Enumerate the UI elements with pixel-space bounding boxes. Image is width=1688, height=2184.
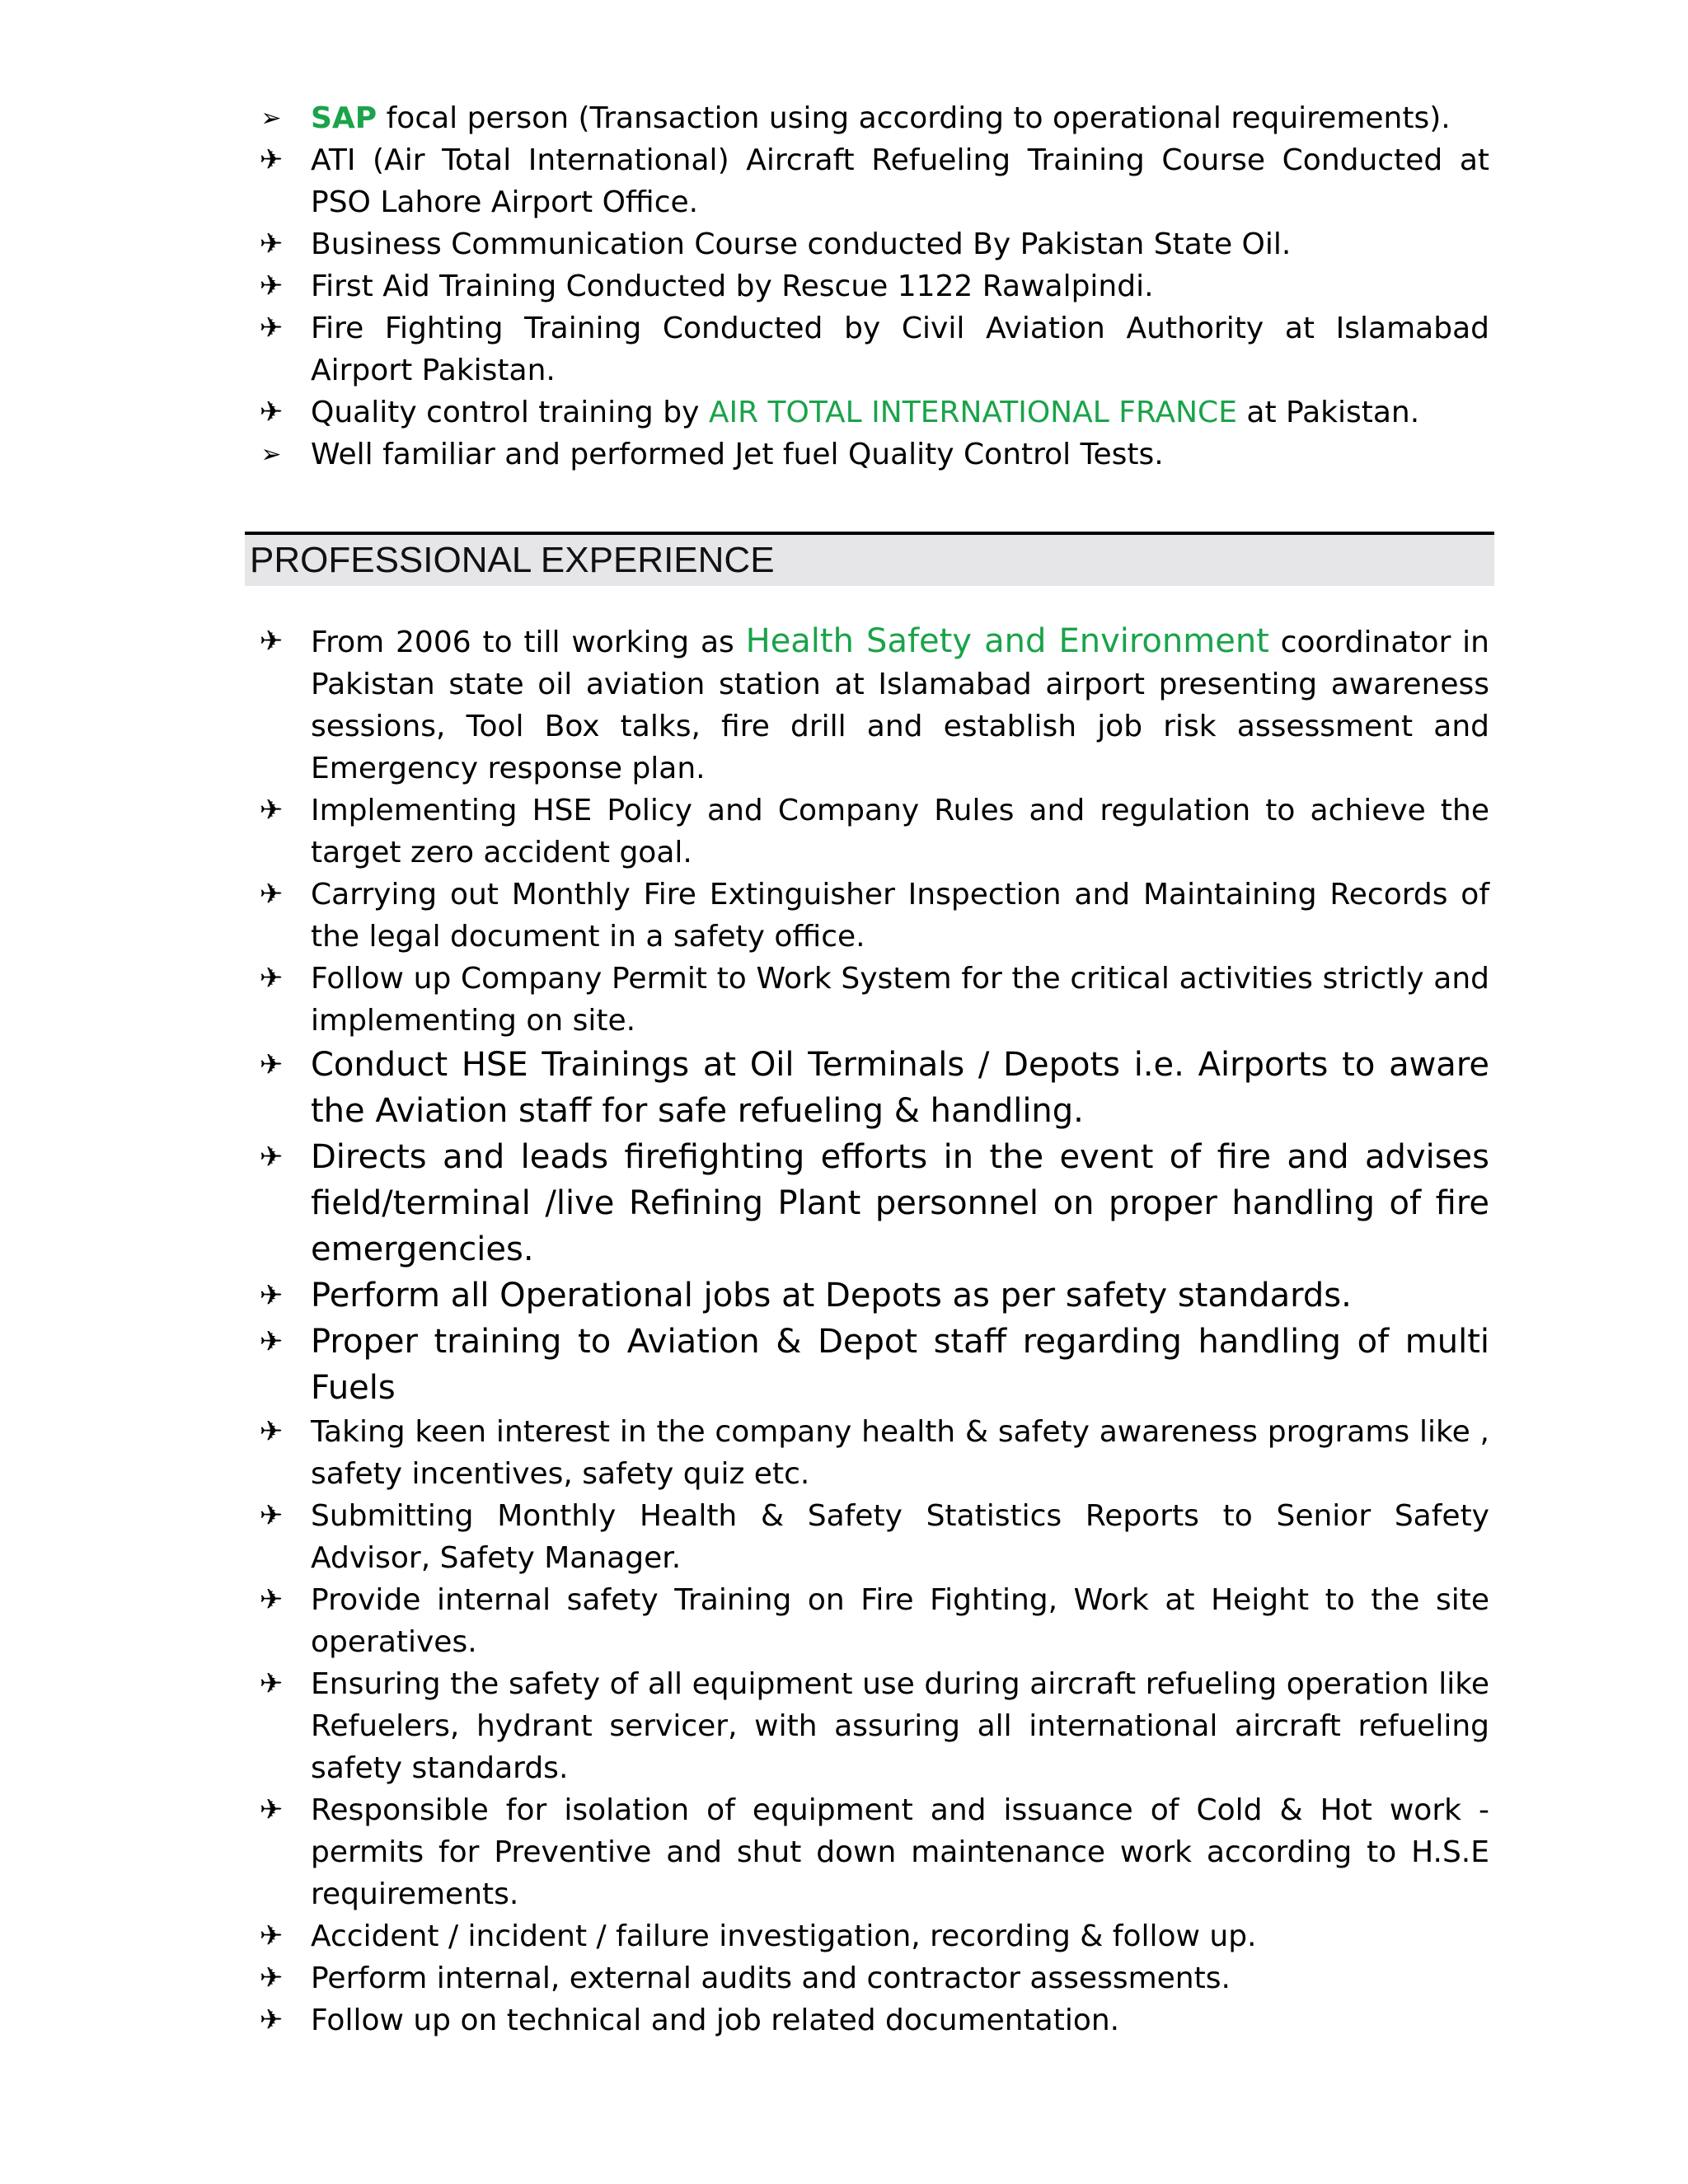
item-text: Quality control training by [311,396,709,429]
item-text: Taking keen interest in the company health & safety awareness programs like , safety incentives, safety quiz etc. [311,1415,1489,1491]
list-item [0,97,1489,139]
item-text: Follow up Company Permit to Work System for the critical activities strictly and implementing on site. [311,962,1489,1038]
airplane-bullet-icon: ✈ [259,1583,284,1616]
item-text: Ensuring the safety of all equipment use during aircraft refueling operation like Refuelers, hydrant servicer, with assuring all international aircraft refueling safety standards. [311,1667,1489,1785]
item-text: coordinator in Pakistan state oil aviation station at Islamabad airport presenting awareness sessions, Tool Box talks, fire drill and establish job risk assessment and Emergency response plan. [311,626,1490,785]
arrowhead-bullet-icon: ➢ [260,104,282,133]
list-item [0,1915,1489,1957]
list-item [0,958,1489,1042]
airplane-bullet-icon: ✈ [259,269,284,302]
list-item [0,139,1489,223]
item-text: Provide internal safety Training on Fire Fighting, Work at Height to the site operatives. [311,1583,1489,1659]
airplane-bullet-icon: ✈ [259,143,284,176]
list-item [0,1134,1489,1272]
airplane-bullet-icon: ✈ [259,625,284,658]
item-text: Responsible for isolation of equipment and issuance of Cold & Hot work - permits for Preventive and shut down maintenance work according to H.S.E requirements. [311,1793,1489,1911]
list-item [0,1411,1489,1495]
airplane-bullet-icon: ✈ [259,312,284,344]
airplane-bullet-icon: ✈ [259,1667,284,1700]
airplane-bullet-icon: ✈ [259,1919,284,1952]
airplane-bullet-icon: ✈ [259,1048,284,1081]
item-text: focal person (Transaction using according to operational requirements). [377,101,1451,135]
item-text: Conduct HSE Trainings at Oil Terminals / Depots i.e. Airports to aware the Aviation staff for safe refueling & handling. [311,1046,1489,1130]
list-item [0,391,1489,434]
highlighted-text: AIR TOTAL INTERNATIONAL FRANCE [708,396,1237,429]
section-heading-professional-experience: PROFESSIONAL EXPERIENCE [245,535,1494,586]
list-item [0,1495,1489,1579]
training-list [0,97,1688,476]
list-item [0,874,1489,958]
list-item [0,790,1489,874]
item-text: ATI (Air Total International) Aircraft Refueling Training Course Conducted at PSO Lahore Airport Office. [311,143,1489,219]
arrowhead-bullet-icon: ➢ [260,440,282,469]
experience-list [0,621,1688,2041]
item-text: Perform all Operational jobs at Depots as per safety standards. [311,1277,1352,1315]
airplane-bullet-icon: ✈ [259,227,284,260]
item-text: Perform internal, external audits and contractor assessments. [311,1961,1231,1995]
list-item [0,1042,1489,1134]
airplane-bullet-icon: ✈ [259,1325,284,1358]
airplane-bullet-icon: ✈ [259,1141,284,1174]
airplane-bullet-icon: ✈ [259,2004,284,2036]
list-item [0,621,1489,790]
list-item [0,1579,1489,1663]
list-item [0,265,1489,307]
item-text: Directs and leads firefighting efforts in the event of fire and advises field/terminal /live Refining Plant personnel on proper handling of fire emergencies. [311,1138,1489,1268]
airplane-bullet-icon: ✈ [259,878,284,911]
airplane-bullet-icon: ✈ [259,794,284,827]
item-text: Implementing HSE Policy and Company Rules and regulation to achieve the target zero accident goal. [311,794,1489,869]
item-text: Submitting Monthly Health & Safety Statistics Reports to Senior Safety Advisor, Safety Manager. [311,1499,1489,1575]
list-item [0,1319,1489,1411]
highlighted-text: Health Safety and Environment [745,622,1269,660]
list-item [0,434,1489,476]
highlighted-text: SAP [311,101,377,135]
airplane-bullet-icon: ✈ [259,1279,284,1312]
airplane-bullet-icon: ✈ [259,1961,284,1994]
list-item [0,223,1489,265]
list-item [0,1957,1489,1999]
item-text: at Pakistan. [1236,396,1420,429]
item-text: Well familiar and performed Jet fuel Quality Control Tests. [311,438,1164,471]
airplane-bullet-icon: ✈ [259,1499,284,1532]
item-text: First Aid Training Conducted by Rescue 1122 Rawalpindi. [311,269,1154,303]
item-text: Carrying out Monthly Fire Extinguisher Inspection and Maintaining Records of the legal document in a safety office. [311,878,1489,954]
list-item [0,1272,1489,1319]
item-text: From 2006 to till working as [311,626,746,659]
item-text: Business Communication Course conducted By Pakistan State Oil. [311,227,1292,261]
item-text: Proper training to Aviation & Depot staff regarding handling of multi Fuels [311,1323,1489,1407]
airplane-bullet-icon: ✈ [259,396,284,429]
list-item [0,1789,1489,1915]
item-text: Accident / incident / failure investigation, recording & follow up. [311,1919,1257,1953]
list-item [0,307,1489,391]
item-text: Follow up on technical and job related documentation. [311,2004,1120,2037]
airplane-bullet-icon: ✈ [259,962,284,995]
list-item [0,1999,1489,2041]
airplane-bullet-icon: ✈ [259,1793,284,1826]
list-item [0,1663,1489,1789]
item-text: Fire Fighting Training Conducted by Civil Aviation Authority at Islamabad Airport Pakistan. [311,312,1489,387]
airplane-bullet-icon: ✈ [259,1415,284,1448]
